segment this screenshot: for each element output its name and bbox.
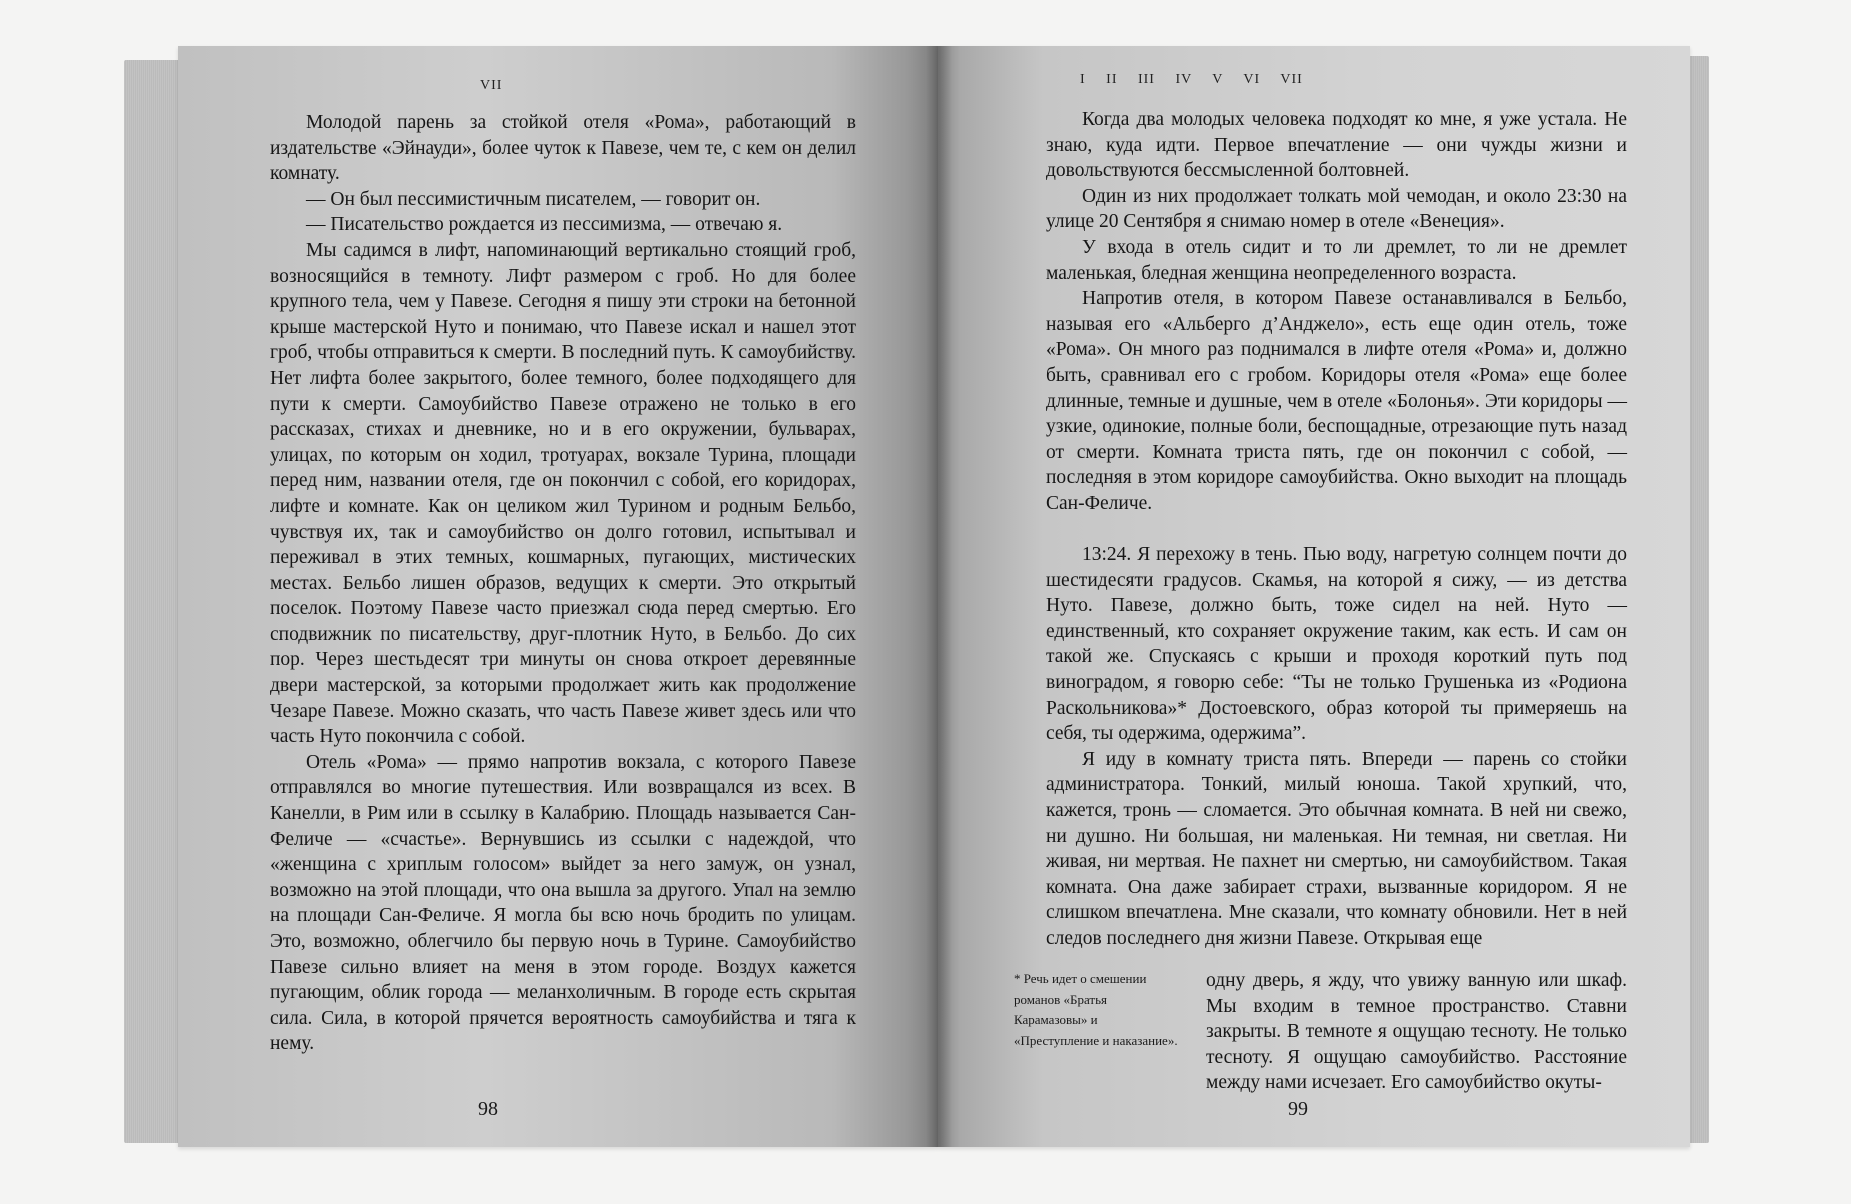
wrapped-text-block <box>1206 968 1627 1096</box>
paragraph: Я иду в комнату триста пять. Впереди — парень со стойки администратора. Тонкий, милый юноша. Такой хрупкий, что, кажется, тронь — сломается. Это обычная комната. В ней ни свежо, ни душно. Ни большая, ни маленькая. Ни темная, ни светлая. Ни живая, ни мертвая. Не пахнет ни смертью, ни самоубийством. Такая комната. Она даже забирает страхи, вызванные коридором. Я не слишком впечатлена. Мне сказали, что комнату обновили. Нет в ней следов последнего дня жизни Павезе. Открывая еще <box>1046 748 1627 949</box>
page-number-left: 98 <box>478 1098 498 1120</box>
book-gutter <box>926 46 952 1147</box>
paragraph: Когда два молодых человека подходят ко мне, я уже устала. Не знаю, куда идти. Первое впечатление — они чужды жизни и довольствуются бессмысленной болтовней. <box>1046 109 1627 182</box>
running-head-right: I II III IV V VI VII <box>1080 72 1303 87</box>
paragraph-continuation: одну дверь, я жду, что увижу ванную или шкаф. Мы входим в темное пространство. Ставни закрыты. В темноте я ощущаю тесноту. Не только тесноту. Я ощущаю самоубийство. Расстояние между нами исчезает. Его самоубийство окуты- <box>1206 970 1627 1094</box>
left-page-text <box>270 110 856 1057</box>
left-page-edges <box>124 60 180 1143</box>
paragraph: Молодой парень за стойкой отеля «Рома», работающий в издательстве «Эйнауди», более чуток к Павезе, чем те, с кем он делил комнату. <box>270 112 856 185</box>
running-head-left: VII <box>480 78 503 93</box>
footnote: * Речь идет о смешении романов «Братья Карамазовы» и «Преступление и наказание». <box>1014 971 1178 1048</box>
right-page <box>938 46 1690 1147</box>
page-number-right: 99 <box>1288 1098 1308 1120</box>
paragraph: — Он был пессимистичным писателем, — говорит он. <box>306 188 761 210</box>
paragraph: Напротив отеля, в котором Павезе останавливался в Бельбо, называя его «Альберго д’Анджело», есть еще один отель, тоже «Рома». Он много раз поднимался в лифте отеля «Рома» и, должно быть, сравнивал его с гробом. Коридоры отеля «Рома» еще более длинные, темные и душные, чем в отеле «Болонья». Эти коридоры — узкие, одинокие, полные боли, беспощадные, отрезающие путь назад от смерти. Комната триста пять, где он покончил с собой, — последняя в этом коридоре самоубийства. Окно выходит на площадь Сан-Феличе. <box>1046 288 1627 514</box>
paragraph: У входа в отель сидит и то ли дремлет, то ли не дремлет маленькая, бледная женщина неопределенного возраста. <box>1046 236 1627 284</box>
paragraph: Отель «Рома» — прямо напротив вокзала, с которого Павезе отправлялся во многие путешествия. Или возвращался из всех. В Канелли, в Рим или в ссылку в Калабрию. Площадь называется Сан-Феличе — «счастье». Вернувшись из ссылки с надеждой, что «женщина с хриплым голосом» выйдет за него замуж, он узнал, возможно на этой площади, что она вышла за другого. Упал на землю на площади Сан-Феличе. Я могла бы всю ночь бродить по улицам. Это, возможно, облегчило бы первую ночь в Турине. Самоубийство Павезе сильно влияет на меня в этом городе. Воздух кажется пугающим, облик города — меланхоличным. В городе есть скрытая сила. Сила, в которой прячется вероятность самоубийства и тяга к нему. <box>270 751 856 1055</box>
right-page-text <box>1046 107 1627 952</box>
paragraph: Мы садимся в лифт, напоминающий вертикально стоящий гроб, возносящийся в темноту. Лифт размером с гроб. Но для более крупного тела, чем у Павезе. Сегодня я пишу эти строки на бетонной крыше мастерской Нуто и понимаю, что Павезе искал и нашел этот гроб, чтобы отправиться к смерти. В последний путь. К самоубийству. Нет лифта более закрытого, более темного, более подходящего для пути к смерти. Самоубийство Павезе отражено не только в его рассказах, стихах и дневнике, но и в его окружении, бульварах, улицах, по которым он ходил, тротуарах, вокзале Турина, площади перед ним, названии отеля, где он покончил с собой, его коридорах, лифте и комнате. Как он целиком жил Турином и родным Бельбо, чувствуя их, так и самоубийство он долго готовил, испытывал и переживал в этих темных, кошмарных, пугающих, мистических местах. Бельбо лишен образов, ведущих к смерти. Это открытый поселок. Поэтому Павезе часто приезжал сюда перед смертью. Его сподвижник по писательству, друг-плотник Нуто, в Бельбо. До сих пор. Через шестьдесят три минуты он снова откроет деревянные двери мастерской, за которыми продолжает жить как продолжение Чезаре Павезе. Можно сказать, что часть Павезе живет здесь или что часть Нуто покончила с собой. <box>270 239 856 748</box>
paragraph: Один из них продолжает толкать мой чемодан, и около 23:30 на улице 20 Сентября я снимаю номер в отеле «Венеция». <box>1046 185 1627 233</box>
paragraph: 13:24. Я перехожу в тень. Пью воду, нагретую солнцем почти до шестидесяти градусов. Скамья, на которой я сижу, — из детства Нуто. Павезе, должно быть, тоже сидел на ней. Нуто — единственный, кто сохраняет окружение таким, как есть. И сам он такой же. Спускаясь с крыши и проходя короткий путь под виноградом, я говорю себе: “Ты не только Грушенька из «Родиона Раскольникова»* Достоевского, образ которой ты примеряешь на себя, ты одержима, одержима”. <box>1046 544 1627 745</box>
left-page <box>178 46 938 1147</box>
paragraph: — Писательство рождается из пессимизма, — отвечаю я. <box>306 214 783 236</box>
